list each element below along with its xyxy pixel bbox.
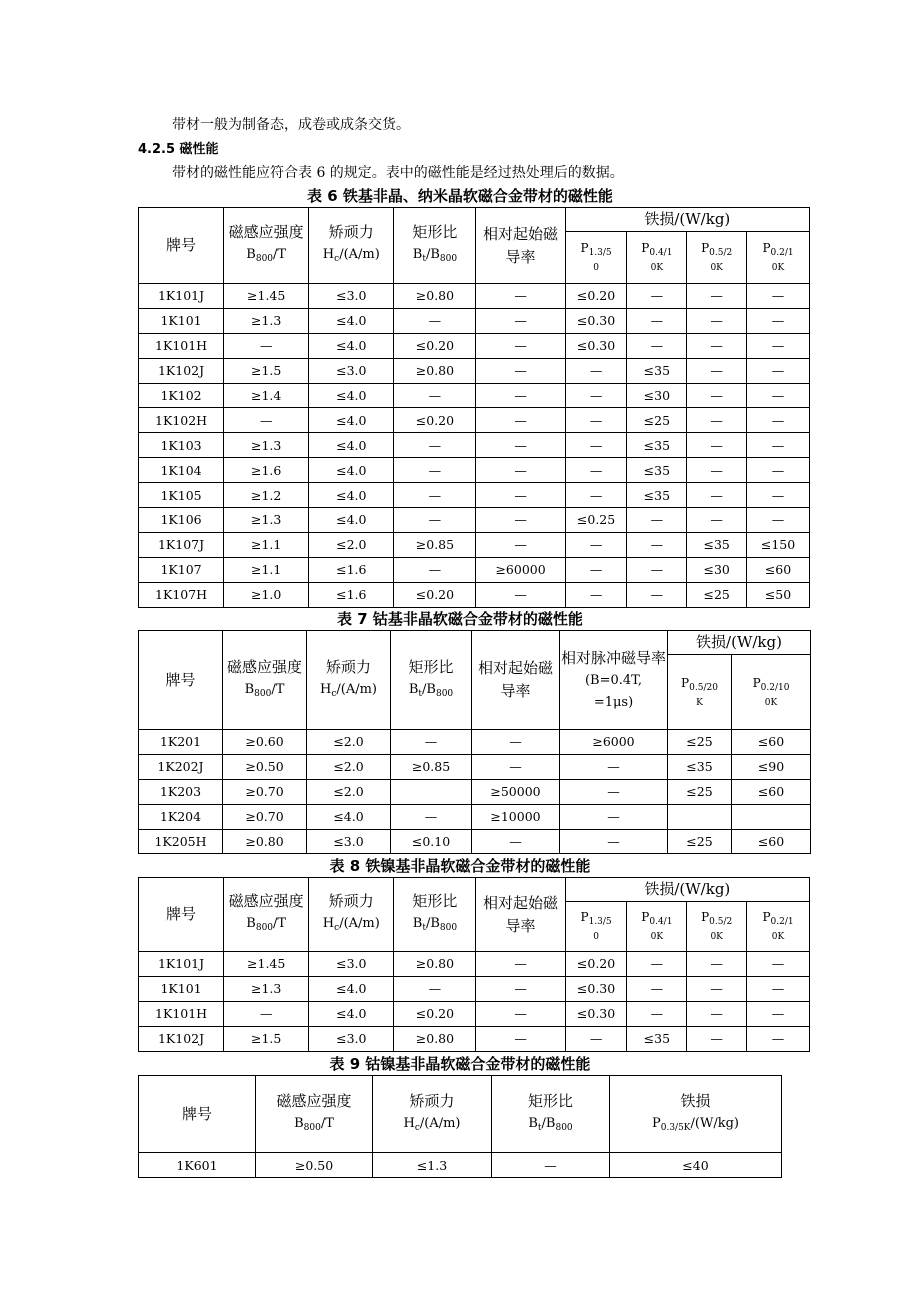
table-row	[139, 829, 811, 854]
table-cell: 1K202J	[139, 754, 223, 779]
table-cell: ≤0.30	[565, 976, 627, 1001]
text-line-1: 带材一般为制备态，成卷或成条交货。	[172, 117, 410, 133]
table-cell: —	[747, 976, 810, 1001]
th-rectangularity: 矩形比 $B_t/B_{800}$	[394, 208, 476, 284]
table-row	[139, 333, 810, 358]
table-cell: —	[627, 284, 687, 309]
table-cell: ≤35	[687, 532, 747, 557]
table-cell: ≤4.0	[309, 308, 394, 333]
table-row	[139, 730, 811, 755]
table-cell: —	[627, 582, 687, 607]
th-core-loss: 铁损/(W/kg)	[668, 631, 811, 655]
table-cell: ≤25	[668, 779, 732, 804]
table-cell: ≥0.70	[223, 779, 307, 804]
table-cell: —	[476, 333, 565, 358]
table-cell: ≤4.0	[309, 433, 394, 458]
table-cell: —	[224, 1001, 309, 1026]
table-cell: ≥0.85	[391, 754, 472, 779]
table-cell: 1K102H	[139, 408, 224, 433]
table-cell: ≤60	[747, 557, 810, 582]
table-cell: —	[747, 952, 810, 977]
table-cell: —	[492, 1153, 610, 1178]
table-cell: ≤1.6	[309, 582, 394, 607]
table-cell: —	[560, 804, 668, 829]
table-cell: —	[476, 433, 565, 458]
table-cell: —	[476, 1026, 565, 1051]
table-cell: —	[687, 333, 747, 358]
table-cell: —	[565, 358, 627, 383]
table-cell: —	[687, 1001, 747, 1026]
table-cell: ≤4.0	[309, 976, 394, 1001]
table-cell: ≤4.0	[309, 333, 394, 358]
table-row	[139, 284, 810, 309]
table-cell: —	[565, 532, 627, 557]
table-cell: ≤0.10	[391, 829, 472, 854]
table-cell: ≤3.0	[307, 829, 391, 854]
table-cell: —	[565, 383, 627, 408]
table-cell: ≥1.5	[224, 1026, 309, 1051]
table-cell: ≥1.45	[224, 952, 309, 977]
table-cell: —	[394, 433, 476, 458]
table-cell: 1K101	[139, 976, 224, 1001]
table-row	[139, 952, 810, 977]
table-cell: ≤35	[668, 754, 732, 779]
th-p4: $P_{0.2/1}$ 0K	[747, 902, 810, 952]
th-grade: 牌号	[139, 208, 224, 284]
table-cell: 1K201	[139, 730, 223, 755]
table-cell: ≥50000	[472, 779, 560, 804]
table-cell	[668, 804, 732, 829]
table7	[138, 630, 811, 854]
section-number: 4.2.5	[138, 142, 176, 157]
section-heading	[138, 138, 219, 157]
table-cell: —	[472, 829, 560, 854]
table-cell: ≤90	[732, 754, 811, 779]
table-cell: —	[476, 483, 565, 508]
table-row	[139, 1026, 810, 1051]
table-cell: —	[224, 408, 309, 433]
table-cell: ≤0.20	[394, 582, 476, 607]
table-cell: —	[627, 308, 687, 333]
table-cell: —	[747, 408, 810, 433]
table-cell: ≥60000	[476, 557, 565, 582]
table-cell: —	[747, 508, 810, 533]
th-permeability: 相对起始磁导率	[472, 631, 560, 730]
table-row	[139, 804, 811, 829]
section-title: 磁性能	[179, 142, 219, 157]
th-p5: $P_{0.5/20}$ K	[668, 655, 732, 730]
th-p3: $P_{0.5/2}$ 0K	[687, 232, 747, 284]
table-row	[139, 582, 810, 607]
table-cell: ≤4.0	[309, 383, 394, 408]
table-cell: —	[472, 754, 560, 779]
table-cell: —	[687, 952, 747, 977]
table-cell: 1K601	[139, 1153, 256, 1178]
table-cell: ≤0.30	[565, 1001, 627, 1026]
table-cell: ≥1.3	[224, 433, 309, 458]
table-cell: 1K107H	[139, 582, 224, 607]
table-cell: —	[394, 383, 476, 408]
table-cell: —	[476, 976, 565, 1001]
table-cell: —	[747, 358, 810, 383]
th-p2: $P_{0.4/1}$ 0K	[627, 232, 687, 284]
table-cell: —	[565, 1026, 627, 1051]
table-cell: 1K102	[139, 383, 224, 408]
table-cell: —	[687, 383, 747, 408]
table-cell: ≥10000	[472, 804, 560, 829]
table-cell: —	[476, 383, 565, 408]
table-cell: ≤4.0	[307, 804, 391, 829]
table-cell: —	[476, 532, 565, 557]
table-cell: ≤1.3	[373, 1153, 492, 1178]
table-cell: ≥0.85	[394, 532, 476, 557]
table6	[138, 207, 810, 608]
table-cell: —	[687, 458, 747, 483]
table-cell: —	[565, 408, 627, 433]
table-cell: —	[747, 333, 810, 358]
table-cell: ≤30	[627, 383, 687, 408]
th-induction: 磁感应强度 $B_{800}/T$	[256, 1076, 373, 1153]
table-cell: 1K205H	[139, 829, 223, 854]
table-cell: ≥1.1	[224, 557, 309, 582]
table-cell: —	[476, 358, 565, 383]
th-coercivity: 矫顽力 $H_c/(A/m)$	[309, 878, 394, 952]
th-p6: $P_{0.2/10}$ 0K	[732, 655, 811, 730]
th-p2: $P_{0.4/1}$ 0K	[627, 902, 687, 952]
th-grade: 牌号	[139, 878, 224, 952]
table-cell: —	[394, 976, 476, 1001]
th-rectangularity: 矩形比 $B_t/B_{800}$	[492, 1076, 610, 1153]
th-coercivity: 矫顽力 $H_c/(A/m)$	[373, 1076, 492, 1153]
table-cell: ≤4.0	[309, 1001, 394, 1026]
table-cell: —	[565, 433, 627, 458]
th-coercivity: 矫顽力 $H_c/(A/m)$	[309, 208, 394, 284]
table-cell: —	[747, 284, 810, 309]
table-cell: 1K102J	[139, 1026, 224, 1051]
table-cell: ≤0.20	[394, 408, 476, 433]
th-rectangularity: 矩形比 $B_t/B_{800}$	[391, 631, 472, 730]
table-cell: —	[627, 333, 687, 358]
table-cell: —	[687, 433, 747, 458]
table-cell: 1K101J	[139, 284, 224, 309]
table-cell: ≤3.0	[309, 1026, 394, 1051]
th-pulse-permeability: 相对脉冲磁导率 (B=0.4T, =1μs)	[560, 631, 668, 730]
table-cell	[391, 779, 472, 804]
table-cell: ≥1.3	[224, 976, 309, 1001]
table-cell: ≤2.0	[309, 532, 394, 557]
table-cell: ≤50	[747, 582, 810, 607]
table-cell: —	[476, 582, 565, 607]
table-cell: —	[472, 730, 560, 755]
table-cell: —	[394, 557, 476, 582]
th-core-loss: 铁损/(W/kg)	[565, 878, 809, 902]
table-cell: ≤0.20	[565, 952, 627, 977]
table-cell: ≤2.0	[307, 730, 391, 755]
table-cell: —	[627, 976, 687, 1001]
table-cell: ≤0.20	[394, 333, 476, 358]
table-cell: —	[560, 754, 668, 779]
table-cell: —	[687, 976, 747, 1001]
table-cell: ≥1.6	[224, 458, 309, 483]
table-cell: —	[476, 952, 565, 977]
table-cell: ≤40	[610, 1153, 782, 1178]
table-cell: —	[687, 284, 747, 309]
table-row	[139, 557, 810, 582]
table-cell: 1K101H	[139, 1001, 224, 1026]
table-cell: 1K103	[139, 433, 224, 458]
table-cell: —	[747, 433, 810, 458]
table-cell	[732, 804, 811, 829]
table-cell: —	[391, 804, 472, 829]
th-coercivity: 矫顽力 $H_c/(A/m)$	[307, 631, 391, 730]
table-cell: —	[627, 557, 687, 582]
table-cell: 1K204	[139, 804, 223, 829]
table-cell: ≤4.0	[309, 458, 394, 483]
table-cell: ≤2.0	[307, 779, 391, 804]
table-row	[139, 458, 810, 483]
table-cell: —	[687, 308, 747, 333]
table-cell: —	[560, 779, 668, 804]
table-cell: —	[476, 284, 565, 309]
table-cell: —	[560, 829, 668, 854]
table-cell: —	[747, 383, 810, 408]
th-p1: $P_{1.3/5}$ 0	[565, 902, 627, 952]
table-cell: ≤35	[627, 1026, 687, 1051]
table-cell: ≤0.20	[565, 284, 627, 309]
table-cell: ≤25	[668, 829, 732, 854]
table6-caption: 表 6 铁基非晶、纳米晶软磁合金带材的磁性能	[307, 187, 613, 205]
table-row	[139, 408, 810, 433]
table-cell: 1K107	[139, 557, 224, 582]
table-cell: —	[687, 408, 747, 433]
table-cell: ≤4.0	[309, 408, 394, 433]
th-permeability: 相对起始磁导率	[476, 878, 565, 952]
table-cell: ≥0.50	[256, 1153, 373, 1178]
table-row	[139, 358, 810, 383]
table-cell: —	[565, 483, 627, 508]
table-cell: —	[476, 508, 565, 533]
table-cell: ≥1.5	[224, 358, 309, 383]
table-cell: ≤25	[687, 582, 747, 607]
table-cell: 1K104	[139, 458, 224, 483]
table-cell: ≥0.80	[394, 1026, 476, 1051]
th-induction: 磁感应强度 $B_{800}/T$	[224, 878, 309, 952]
table-cell: —	[747, 1001, 810, 1026]
table-cell: —	[627, 952, 687, 977]
table-cell: ≤35	[627, 458, 687, 483]
table-cell: ≥0.70	[223, 804, 307, 829]
table-cell: ≥0.80	[223, 829, 307, 854]
th-induction: 磁感应强度 $B_{800}/T$	[223, 631, 307, 730]
table9	[138, 1075, 782, 1178]
text-line-2: 带材的磁性能应符合表 6 的规定。表中的磁性能是经过热处理后的数据。	[172, 165, 624, 181]
table-cell: ≥6000	[560, 730, 668, 755]
table-cell: ≤4.0	[309, 508, 394, 533]
table-cell: —	[565, 458, 627, 483]
table-row	[139, 308, 810, 333]
table-cell: —	[394, 308, 476, 333]
th-permeability: 相对起始磁导率	[476, 208, 565, 284]
th-p1: $P_{1.3/5}$ 0	[565, 232, 627, 284]
table-cell: ≤4.0	[309, 483, 394, 508]
table-cell: —	[224, 333, 309, 358]
table-cell: —	[687, 1026, 747, 1051]
table-cell: ≤0.30	[565, 333, 627, 358]
table-cell: —	[565, 582, 627, 607]
table-cell: ≤60	[732, 829, 811, 854]
table-cell: 1K105	[139, 483, 224, 508]
table-cell: ≤35	[627, 358, 687, 383]
table8-caption: 表 8 铁镍基非晶软磁合金带材的磁性能	[329, 857, 591, 875]
table-row	[139, 532, 810, 557]
table-cell: ≥1.4	[224, 383, 309, 408]
table-cell: —	[747, 308, 810, 333]
table-cell: ≥1.2	[224, 483, 309, 508]
table-cell: ≥1.1	[224, 532, 309, 557]
table-cell: ≤60	[732, 779, 811, 804]
table-cell: —	[394, 483, 476, 508]
table-row	[139, 1153, 782, 1178]
table-cell: —	[627, 508, 687, 533]
table-cell: —	[747, 483, 810, 508]
table-cell: ≥1.0	[224, 582, 309, 607]
table-cell: ≤60	[732, 730, 811, 755]
table-cell: —	[687, 483, 747, 508]
table7-caption: 表 7 钴基非晶软磁合金带材的磁性能	[337, 610, 583, 628]
table-cell: ≥1.45	[224, 284, 309, 309]
table-cell: ≥1.3	[224, 508, 309, 533]
table-row	[139, 483, 810, 508]
table-row	[139, 754, 811, 779]
table-cell: ≥0.80	[394, 358, 476, 383]
table-cell: —	[394, 458, 476, 483]
th-p3: $P_{0.5/2}$ 0K	[687, 902, 747, 952]
table-cell: ≤25	[627, 408, 687, 433]
table-row	[139, 1001, 810, 1026]
table-row	[139, 508, 810, 533]
table-cell: ≤0.20	[394, 1001, 476, 1026]
table-cell: 1K106	[139, 508, 224, 533]
table-cell: ≤30	[687, 557, 747, 582]
th-induction: 磁感应强度 $B_{800}/T$	[224, 208, 309, 284]
table-cell: —	[391, 730, 472, 755]
th-grade: 牌号	[139, 1076, 256, 1153]
table-cell: —	[476, 308, 565, 333]
table-row	[139, 383, 810, 408]
table-cell: —	[627, 1001, 687, 1026]
table-cell: 1K101	[139, 308, 224, 333]
th-core-loss: 铁损/(W/kg)	[565, 208, 809, 232]
table-cell: ≤0.25	[565, 508, 627, 533]
table-cell: ≤3.0	[309, 952, 394, 977]
th-rectangularity: 矩形比 $B_t/B_{800}$	[394, 878, 476, 952]
table-row	[139, 976, 810, 1001]
table-cell: ≤25	[668, 730, 732, 755]
table-cell: 1K101J	[139, 952, 224, 977]
th-p4: $P_{0.2/1}$ 0K	[747, 232, 810, 284]
table-cell: —	[394, 508, 476, 533]
th-core-loss: 铁损 $P_{0.3/5K}/(W/kg)$	[610, 1076, 782, 1153]
table-cell: —	[565, 557, 627, 582]
table-cell: ≤2.0	[307, 754, 391, 779]
table-cell: ≤3.0	[309, 284, 394, 309]
th-grade: 牌号	[139, 631, 223, 730]
table-cell: —	[747, 1026, 810, 1051]
table-row	[139, 433, 810, 458]
table-cell: ≥0.50	[223, 754, 307, 779]
table-cell: —	[476, 1001, 565, 1026]
table-cell: ≤35	[627, 483, 687, 508]
table-cell: —	[476, 408, 565, 433]
table-cell: ≤0.30	[565, 308, 627, 333]
table-cell: —	[476, 458, 565, 483]
table-cell: 1K107J	[139, 532, 224, 557]
table-cell: 1K203	[139, 779, 223, 804]
table-cell: ≤3.0	[309, 358, 394, 383]
table8	[138, 877, 810, 1052]
table-cell: —	[747, 458, 810, 483]
table-cell: 1K101H	[139, 333, 224, 358]
table-cell: ≤150	[747, 532, 810, 557]
table-cell: 1K102J	[139, 358, 224, 383]
table-cell: ≥0.80	[394, 284, 476, 309]
table-cell: ≥0.60	[223, 730, 307, 755]
table-cell: ≤35	[627, 433, 687, 458]
table-cell: ≥0.80	[394, 952, 476, 977]
table-cell: —	[687, 508, 747, 533]
table9-caption: 表 9 钴镍基非晶软磁合金带材的磁性能	[329, 1055, 591, 1073]
table-cell: —	[627, 532, 687, 557]
table-row	[139, 779, 811, 804]
table-cell: —	[687, 358, 747, 383]
table-cell: ≤1.6	[309, 557, 394, 582]
table-cell: ≥1.3	[224, 308, 309, 333]
